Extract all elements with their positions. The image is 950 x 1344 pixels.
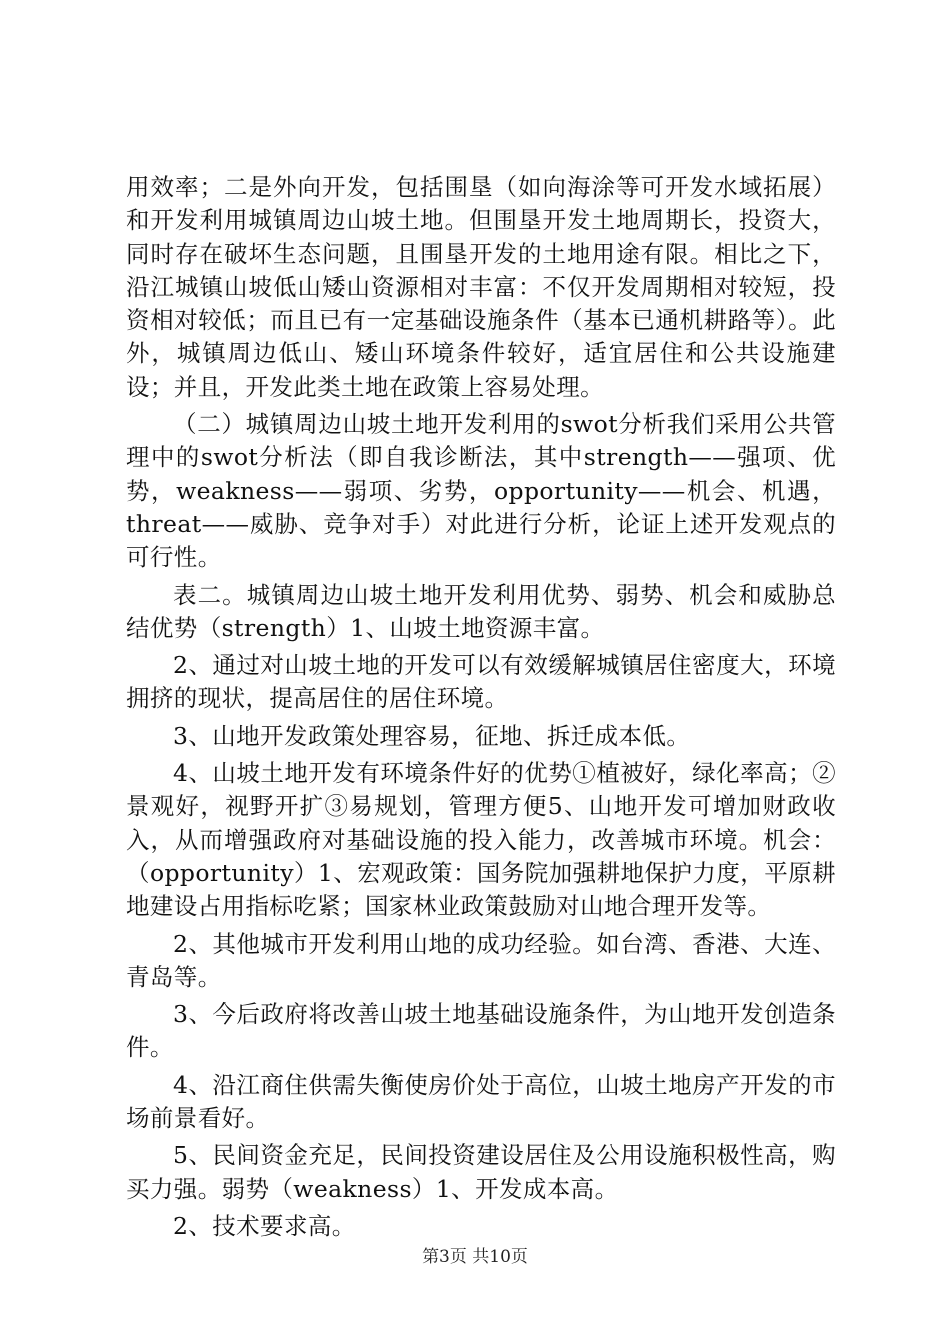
paragraph: 4、沿江商住供需失衡使房价处于高位，山坡土地房产开发的市场前景看好。 — [126, 1070, 836, 1133]
paragraph: 2、通过对山坡土地的开发可以有效缓解城镇居住密度大，环境拥挤的现状，提高居住的居住环境。 — [126, 651, 836, 713]
paragraph: 5、民间资金充足，民间投资建设居住及公用设施积极性高，购买力强。弱势（weakness）1、开发成本高。 — [126, 1141, 836, 1203]
page-number: 第3页 共10页 — [422, 1247, 528, 1267]
paragraph: 4、山坡土地开发有环境条件好的优势①植被好，绿化率高；②景观好，视野开扩③易规划，管理方便5、山地开发可增加财政收入，从而增强政府对基础设施的投入能力，改善城市环境。机会：（opportunity）1、宏观政策：国务院加强耕地保护力度，平原耕地建设占用指标吃紧；国家林业政策鼓励对山地合理开发等。 — [126, 759, 836, 921]
document-body — [126, 171, 836, 1247]
paragraph: 用效率；二是外向开发，包括围垦（如向海涂等可开发水域拓展）和开发利用城镇周边山坡土地。但围垦开发土地周期长，投资大，同时存在破坏生态问题，且围垦开发的土地用途有限。相比之下，沿江城镇山坡低山矮山资源相对丰富：不仅开发周期相对较短，投资相对较低；而且已有一定基础设施条件（基本已通机耕路等）。此外，城镇周边低山、矮山环境条件较好，适宜居住和公共设施建设；并且，开发此类土地在政策上容易处理。 — [126, 173, 836, 401]
paragraph: 2、技术要求高。 — [173, 1211, 356, 1240]
paragraph: 2、其他城市开发利用山地的成功经验。如台湾、香港、大连、青岛等。 — [126, 929, 836, 991]
paragraph: 3、山地开发政策处理容易，征地、拆迁成本低。 — [173, 721, 691, 750]
paragraph: （二）城镇周边山坡土地开发利用的swot分析我们采用公共管理中的swot分析法（即自我诊断法，其中strength——强项、优势，weakness——弱项、劣势，opportunity——机会、机遇，threat——威胁、竞争对手）对此进行分析，论证上述开发观点的可行性。 — [126, 410, 836, 572]
paragraph: 3、今后政府将改善山坡土地基础设施条件，为山地开发创造条件。 — [126, 1000, 836, 1062]
paragraph: 表二。城镇周边山坡土地开发利用优势、弱势、机会和威胁总结优势（strength）1、山坡土地资源丰富。 — [126, 580, 836, 642]
